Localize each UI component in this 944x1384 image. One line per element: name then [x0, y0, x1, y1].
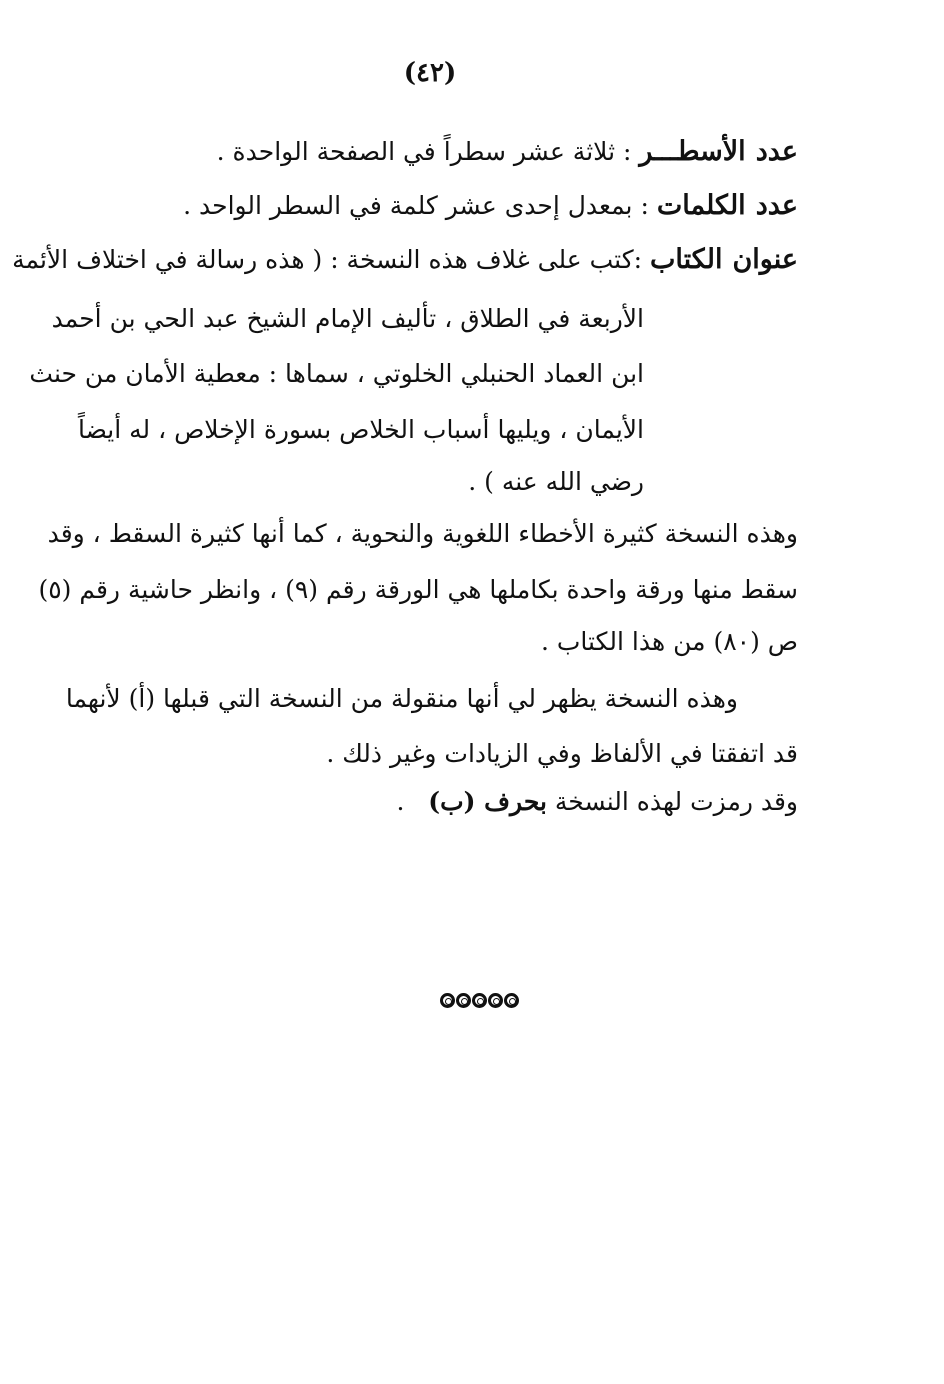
book-title-label-b: الكتاب	[650, 244, 723, 275]
lines-count-label-a: عدد	[755, 136, 798, 167]
closing-end: .	[396, 787, 405, 816]
book-title-label-a: عنوان	[732, 244, 798, 275]
ornament-ring-icon	[456, 993, 471, 1008]
book-title-text: :كتب على غلاف هذه النسخة : ( هذه رسالة في اختلاف الأئمة	[12, 245, 643, 274]
book-title-cont-line: ابن العماد الحنبلي الخلوتي ، سماها : معطية الأمان من حنث	[29, 359, 644, 388]
paragraph-line: قد اتفقتا في الألفاظ وفي الزيادات وغير ذلك .	[326, 739, 798, 768]
ornament-ring-icon	[440, 993, 455, 1008]
book-title-line	[12, 244, 798, 276]
closing-text: وقد رمزت لهذه النسخة	[554, 787, 798, 816]
lines-count-label-b: الأسطـــر	[639, 136, 746, 167]
ornament-ring-icon	[488, 993, 503, 1008]
ornament-ring-icon	[504, 993, 519, 1008]
section-end-ornament	[440, 993, 519, 1008]
paragraph-line: وهذه النسخة يظهر لي أنها منقولة من النسخة التي قبلها (أ) لأنهما	[65, 684, 738, 713]
page-number: (٤٢)	[403, 58, 457, 88]
words-count-text: : بمعدل إحدى عشر كلمة في السطر الواحد .	[183, 191, 649, 220]
lines-count-text: : ثلاثة عشر سطراً في الصفحة الواحدة .	[216, 137, 632, 166]
lines-count-line	[217, 136, 798, 168]
closing-line	[396, 786, 798, 818]
words-count-label-a: عدد	[755, 190, 798, 221]
book-title-cont-line: رضي الله عنه ) .	[468, 467, 644, 496]
paragraph-line: سقط منها ورقة واحدة بكاملها هي الورقة رقم (٩) ، وانظر حاشية رقم (٥)	[38, 575, 798, 604]
book-title-cont-line: الأربعة في الطلاق ، تأليف الإمام الشيخ عبد الحي بن أحمد	[51, 304, 644, 333]
paragraph-line: ص (٨٠) من هذا الكتاب .	[540, 627, 798, 656]
closing-symbol: بحرف (ب)	[428, 787, 547, 816]
book-title-cont-line: الأيمان ، ويليها أسباب الخلاص بسورة الإخلاص ، له أيضاً	[77, 415, 644, 444]
words-count-line	[183, 190, 798, 222]
ornament-ring-icon	[472, 993, 487, 1008]
paragraph-line: وهذه النسخة كثيرة الأخطاء اللغوية والنحوية ، كما أنها كثيرة السقط ، وقد	[47, 519, 798, 548]
words-count-label-b: الكلمات	[656, 190, 746, 221]
